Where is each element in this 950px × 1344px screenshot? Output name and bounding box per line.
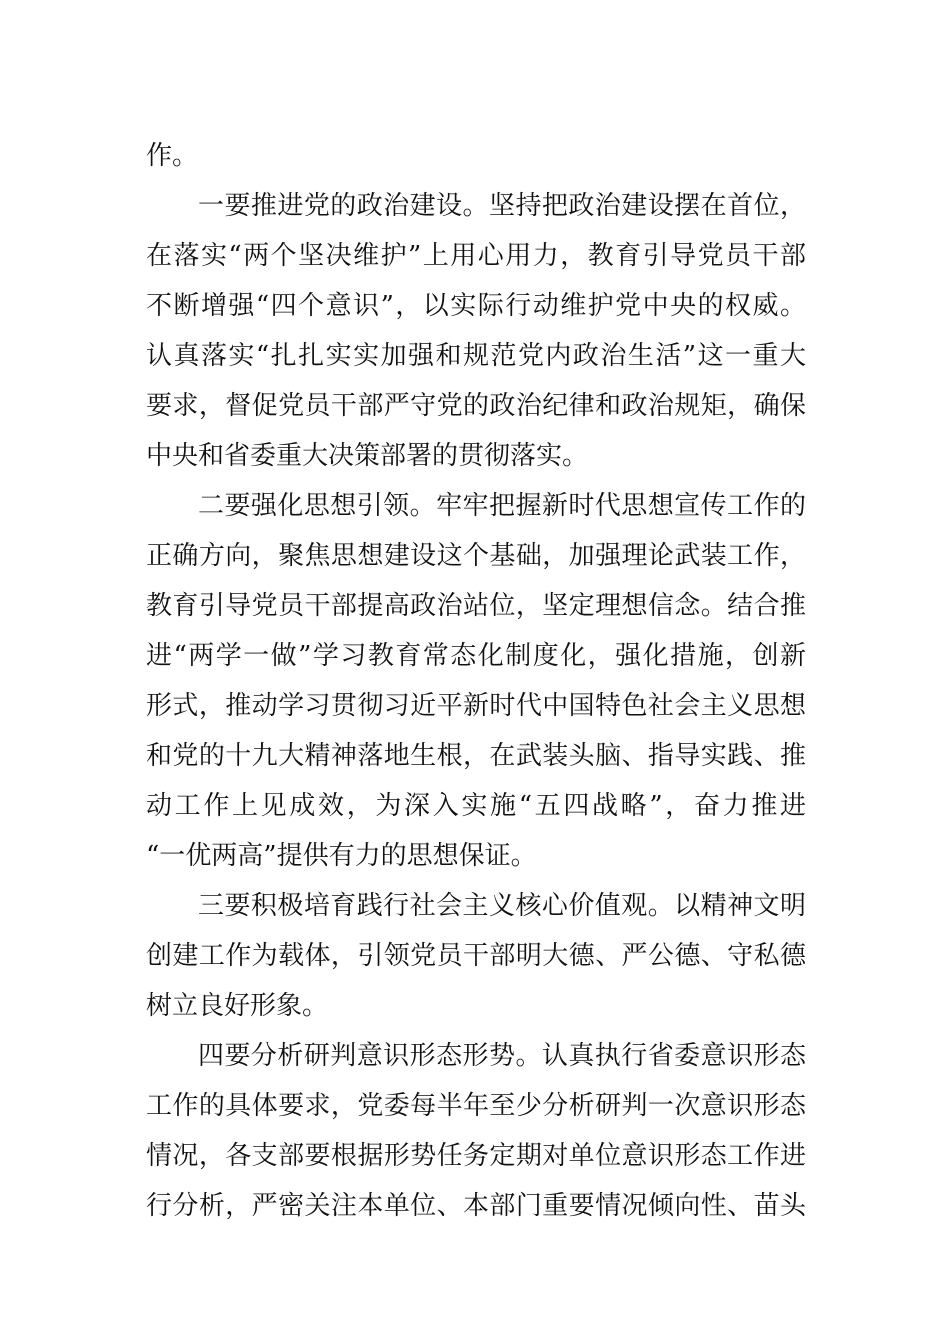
paragraph-line: 动工作上见成效，为深入实施“五四战略”，奋力推进 bbox=[146, 791, 806, 821]
paragraph-line: 在落实“两个坚决维护”上用心用力，教育引导党员干部 bbox=[146, 241, 806, 271]
paragraph-line: 情况，各支部要根据形势任务定期对单位意识形态工作进 bbox=[146, 1141, 806, 1171]
paragraph-line: 一要推进党的政治建设。坚持把政治建设摆在首位， bbox=[198, 191, 806, 221]
paragraph-line: 中央和省委重大决策部署的贯彻落实。 bbox=[146, 441, 589, 471]
paragraph-line: 进“两学一做”学习教育常态化制度化，强化措施，创新 bbox=[146, 641, 806, 671]
paragraph-line: 作。 bbox=[146, 141, 199, 171]
paragraph-line: 不断增强“四个意识”，以实际行动维护党中央的权威。 bbox=[146, 291, 806, 321]
paragraph-line: 要求，督促党员干部严守党的政治纪律和政治规矩，确保 bbox=[146, 391, 806, 421]
paragraph-line: 行分析，严密关注本单位、本部门重要情况倾向性、苗头 bbox=[146, 1191, 806, 1221]
paragraph-line: 创建工作为载体，引领党员干部明大德、严公德、守私德 bbox=[146, 941, 806, 971]
paragraph-line: 树立良好形象。 bbox=[146, 991, 329, 1021]
paragraph-line: 认真落实“扎扎实实加强和规范党内政治生活”这一重大 bbox=[146, 341, 806, 371]
paragraph-line: 教育引导党员干部提高政治站位，坚定理想信念。结合推 bbox=[146, 591, 806, 621]
paragraph-line: 二要强化思想引领。牢牢把握新时代思想宣传工作的 bbox=[198, 491, 806, 521]
paragraph-line: 工作的具体要求，党委每半年至少分析研判一次意识形态 bbox=[146, 1091, 806, 1121]
paragraph-line: 正确方向，聚焦思想建设这个基础，加强理论武装工作， bbox=[146, 541, 806, 571]
paragraph-line: 四要分析研判意识形态形势。认真执行省委意识形态 bbox=[198, 1041, 806, 1071]
paragraph-line: 和党的十九大精神落地生根，在武装头脑、指导实践、推 bbox=[146, 741, 806, 771]
paragraph-line: “一优两高”提供有力的思想保证。 bbox=[146, 841, 537, 871]
paragraph-line: 三要积极培育践行社会主义核心价值观。以精神文明 bbox=[198, 891, 806, 921]
paragraph-line: 形式，推动学习贯彻习近平新时代中国特色社会主义思想 bbox=[146, 691, 806, 721]
